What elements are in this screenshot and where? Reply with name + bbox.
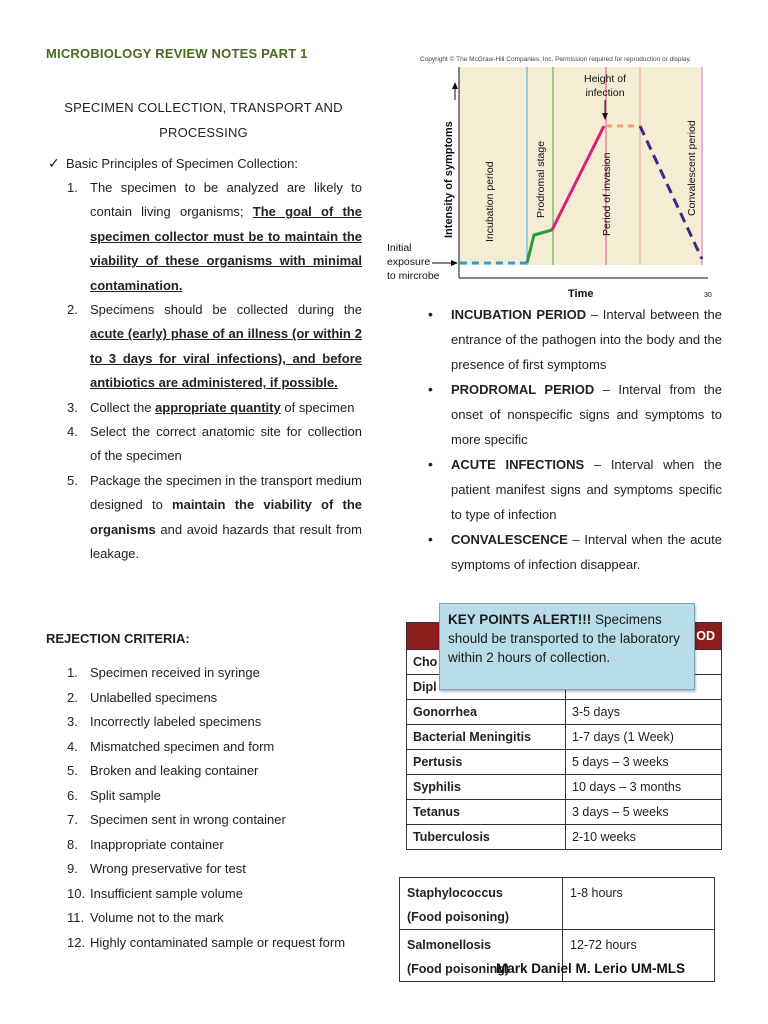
definition-item: • ACUTE INFECTIONS – Interval when the patient manifest signs and symptoms specific to type of infection	[428, 452, 722, 527]
list-item: 5. Package the specimen in the transport medium designed to maintain the viability of the organisms and avoid hazards that result from leakage.	[67, 472, 362, 562]
table-row	[407, 700, 722, 725]
annotation-height-1: Height of	[583, 73, 627, 85]
exposure-arrowhead	[451, 260, 458, 266]
disease-cell: Bacterial Meningitis	[407, 725, 566, 750]
annotation-initial-2: exposure	[387, 256, 431, 268]
bullet-icon: •	[428, 531, 433, 547]
period-cell: 5 days – 3 weeks	[566, 750, 722, 775]
author-signature: Mark Daniel M. Lerio UM-MLS	[496, 961, 686, 976]
x-axis-label: Time	[568, 288, 594, 300]
disease-cell: Tetanus	[407, 800, 566, 825]
disease-cell: Pertusis	[407, 750, 566, 775]
disease-cell: Staphylococcus (Food poisoning)	[400, 878, 563, 930]
disease-stages-chart	[384, 50, 724, 300]
rejection-item: 1. Specimen received in syringe	[67, 665, 260, 680]
checkmark-icon: ✓	[48, 155, 60, 171]
table-row	[407, 775, 722, 800]
rejection-item: 12. Highly contaminated sample or request form	[67, 934, 346, 950]
alert-heading: KEY POINTS ALERT!!!	[448, 612, 592, 627]
alert-text: Specimens should be transported to the laboratory within 2 hours of collection.	[448, 612, 680, 665]
period-cell: 12-72 hours	[563, 930, 715, 982]
disease-cell: Salmonellosis (Food poisoning)	[400, 930, 563, 982]
period-label-convalescent: Convalescent period	[686, 120, 698, 216]
rejection-item: 5. Broken and leaking container	[67, 763, 259, 778]
period-cell: 1-8 hours	[563, 878, 715, 930]
period-cell: 3-5 days	[566, 700, 722, 725]
rejection-item: 11. Volume not to the mark	[67, 910, 224, 925]
definition-item: • CONVALESCENCE – Interval when the acute symptoms of infection disappear.	[428, 527, 722, 577]
disease-stages-figure	[384, 50, 724, 300]
disease-cell: Syphilis	[407, 775, 566, 800]
disease-cell: Gonorrhea	[407, 700, 566, 725]
bullet-icon: •	[428, 381, 433, 397]
period-label-invasion: Period of invasion	[601, 152, 613, 236]
table-header-cell: OD	[566, 623, 722, 650]
annotation-height-2: infection	[585, 87, 625, 99]
period-cell: 1-7 days (1 Week)	[566, 725, 722, 750]
principles-list	[64, 176, 362, 567]
disease-cell: Cho	[407, 650, 566, 675]
principles-heading	[48, 151, 298, 176]
rejection-heading: REJECTION CRITERIA:	[46, 631, 190, 646]
list-item: 1. The specimen to be analyzed are likely to contain living organisms; The goal of the specimen collector must be to maintain the viability of these organisms with minimal contamination.	[67, 180, 362, 293]
annotation-initial-3: to mircrobe	[387, 270, 440, 282]
list-item: 2. Specimens should be collected during the acute (early) phase of an illness (or within 2 to 3 days for viral infections), and before antibiotics are administered, if possible.	[67, 302, 362, 391]
annotation-initial-1: Initial	[387, 242, 412, 254]
period-cell: 3 days – 5 weeks	[566, 800, 722, 825]
copyright-text: Copyright © The McGraw-Hill Companies, Inc. Permission required for reproduction or display.	[420, 56, 692, 63]
section-heading	[46, 95, 361, 145]
table-row	[400, 878, 715, 930]
rejection-item: 3. Incorrectly labeled specimens	[67, 714, 262, 729]
definition-item: • PRODROMAL PERIOD – Interval from the onset of nonspecific signs and symptoms to more specific	[428, 377, 722, 452]
table-row	[407, 800, 722, 825]
table-row	[407, 825, 722, 850]
rejection-item: 8. Inappropriate container	[67, 836, 224, 852]
key-points-alert	[439, 603, 695, 690]
page-number: 30	[704, 292, 712, 299]
section-heading-line2: PROCESSING	[159, 125, 248, 140]
rejection-item: 10. Insufficient sample volume	[67, 885, 243, 901]
y-axis-arrowhead	[452, 82, 458, 89]
period-label-prodromal: Prodromal stage	[535, 140, 547, 218]
period-cell: 2-10 weeks	[566, 825, 722, 850]
list-item: 3. Collect the appropriate quantity of specimen	[67, 399, 355, 415]
principles-label: Basic Principles of Specimen Collection:	[66, 156, 298, 171]
document-title: MICROBIOLOGY REVIEW NOTES PART 1	[46, 46, 308, 61]
rejection-item: 2. Unlabelled specimens	[67, 689, 218, 705]
list-item: 4. Select the correct anatomic site for collection of the specimen	[67, 424, 362, 464]
rejection-item: 4. Mismatched specimen and form	[67, 738, 275, 754]
period-cell: 10 days – 3 months	[566, 775, 722, 800]
definition-item: • INCUBATION PERIOD – Interval between the entrance of the pathogen into the body and the presence of first symptoms	[428, 302, 722, 377]
table-row	[407, 725, 722, 750]
table-row	[407, 750, 722, 775]
bullet-icon: •	[428, 456, 433, 472]
bullet-icon: •	[428, 306, 433, 322]
definitions-list	[428, 302, 722, 577]
y-axis-label: Intensity of symptoms	[443, 121, 455, 238]
rejection-list	[64, 661, 345, 955]
disease-cell: Tuberculosis	[407, 825, 566, 850]
rejection-item: 6. Split sample	[67, 787, 161, 803]
rejection-item: 9. Wrong preservative for test	[67, 861, 246, 876]
disease-cell: Dipl	[407, 675, 566, 700]
section-heading-line1: SPECIMEN COLLECTION, TRANSPORT AND	[64, 100, 343, 115]
period-label-incubation: Incubation period	[484, 161, 496, 242]
rejection-item: 7. Specimen sent in wrong container	[67, 812, 286, 827]
